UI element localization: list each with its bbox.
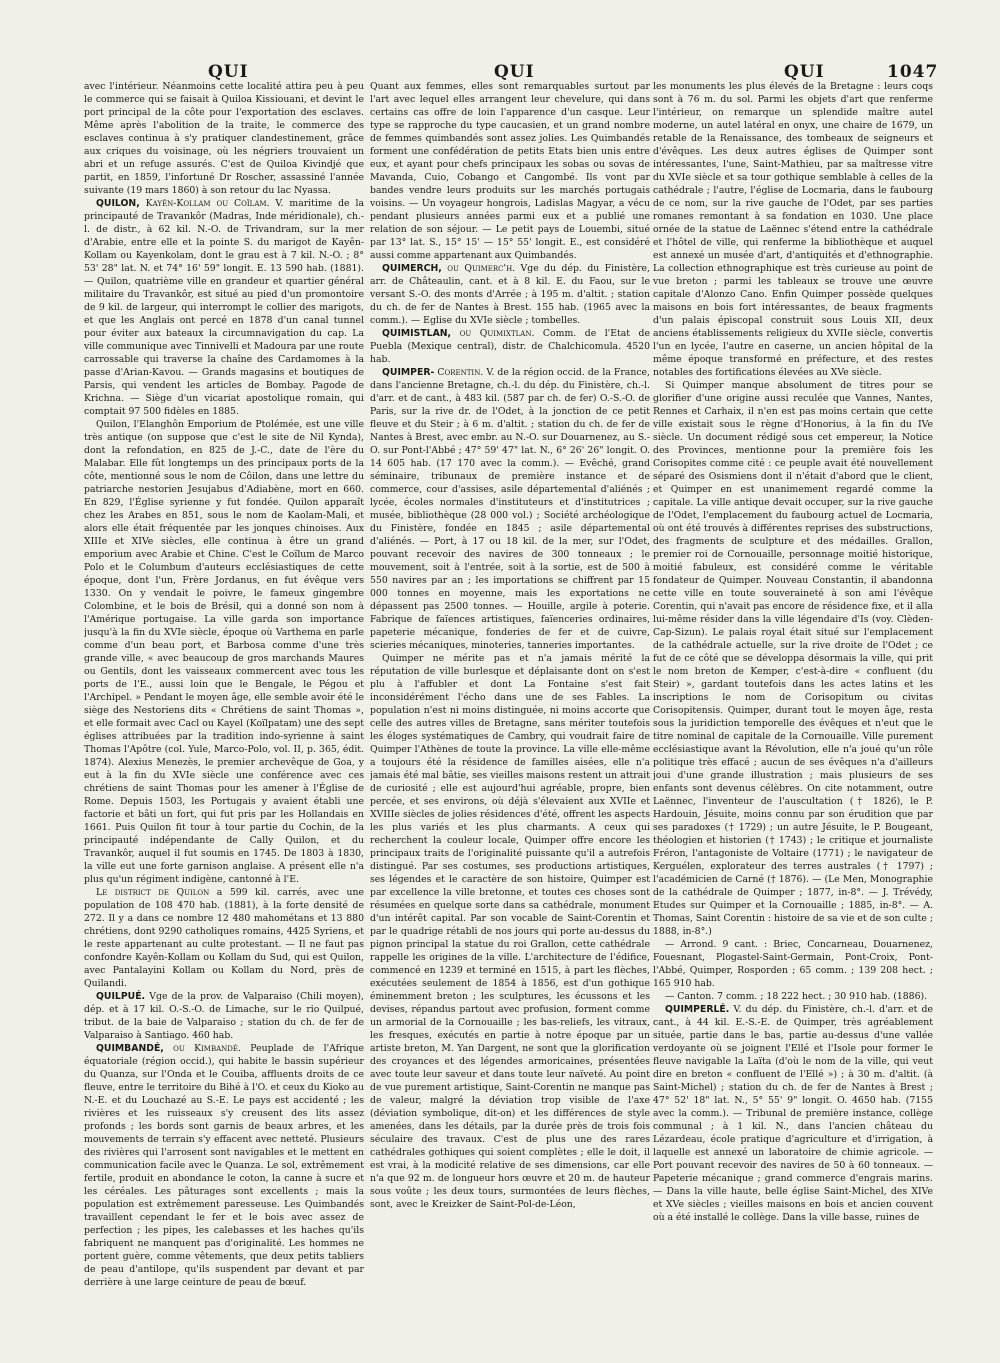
text-column-2 <box>370 80 650 1350</box>
page-number: 1047 <box>887 62 939 82</box>
entry-text: — Canton. 7 comm. ; 18 222 hect. ; 30 910 hab. (1886). <box>665 991 928 1002</box>
entry-paragraph <box>370 652 650 1211</box>
text-column-3 <box>653 80 933 1350</box>
dictionary-entry <box>84 197 364 418</box>
running-head-right: QUI <box>784 62 825 82</box>
dictionary-entry <box>84 990 364 1042</box>
entry-variant: Le district de Quilon <box>96 887 210 898</box>
entry-paragraph <box>653 990 933 1003</box>
dictionary-entry <box>653 1003 933 1224</box>
entry-paragraph <box>653 938 933 990</box>
entry-text: Peuplade de l'Afrique équatoriale (région occid.), qui habite le bassin supérieur du Quanza, sur l'Onda et le Couiba, affluents droits de ce fleuve, entre le territoire du Bihé à l'O. et ceux du Kioko au N.-E. et du Louchazé au S.-E. Le pays est accidenté ; les rivières et les ruisseaux s'y creusent des lits assez profonds ; les bords sont garnis de beaux arbres, et les mouvements de terrain s'y effacent avec netteté. Plusieurs des rivières qui l'arrosent sont navigables et le mettent en communication facile avec le Quanza. Le sol, extrêmement fertile, produit en abondance le coton, la canne à sucre et les céréales. Les pâturages sont excellents ; mais la population est extrêmement paresseuse. Les Quimbandés travaillent cependant le fer et le bois avec assez de perfection ; les pipes, les calebasses et les haches qu'ils fabriquent ne manquent pas d'originalité. Les hommes ne portent guère, comme vêtements, que deux petits tabliers de peau d'antilope, qu'ils suspendent par devant et par derrière à une large ceinture de peau de bœuf. <box>84 1043 364 1288</box>
entry-headword: QUIMERCH, <box>382 263 442 274</box>
entry-text: Vge de la prov. de Valparaiso (Chili moyen), dép. et à 17 kil. O.-S.-O. de Limache, sur le rio Quilpué, tribut. de la baie de Valparaiso ; station du ch. de fer de Valparaiso à Santiago. 460 hab. <box>84 991 364 1041</box>
running-head-left: QUI <box>208 62 249 82</box>
entry-variant: Corentin. <box>437 367 484 378</box>
entry-text: Quilon, l'Elanghôn Emporium de Ptolémée, est une ville très antique (on suppose que c'est le site de Nil Kynda), dont la refondation, en 825 de J.-C., date de l'ère du Malabar. Elle fût longtemps un des principaux ports de la côte, mentionné sous le nom de Côilon, dans une lettre du patriarche nestorien Jesujabus d'Adiabène, mort en 660. En 829, l'Église syrienne y fut fondée. Quilon apparaît chez les Arabes en 851, sous le nom de Kaolam-Mali, et alors elle était fréquentée par les jonques chinoises. Aux XIIIe et XIVe siècles, elle continua à être un grand emporium avec Arabie et Chine. C'est le Coïlum de Marco Polo et le Columbum d'auteurs ecclésiastiques de cette époque, dont l'un, Frère Jordanus, en fut évêque vers 1330. On y vendait le poivre, le fameux gingembre Colombine, et le bois de Brésil, qui a donné son nom à l'Amérique portugaise. La ville garda son importance jusqu'à la fin du XVIe siècle, époque où Varthema en parle comme d'un beau port, et Barbosa comme d'une très grande ville, « avec beaucoup de gros marchands Maures ou Gentils, dont les vaisseaux commercent avec tous les ports de l'E., aussi loin que le Bengale, le Pégou et l'Archipel. » Pendant le moyen âge, elle semble avoir été le siège des Nestoriens dits « Chrétiens de saint Thomas », et elle formait avec Cacl ou Kayel (Koïlpatam) une des sept églises attribuées par la tradition indo-syrienne à saint Thomas l'Apôtre (col. Yule, Marco-Polo, vol. II, p. 365, édit. 1874). Alexius Menezès, le premier archevêque de Goa, y eut à la fin du XVIe siècle une conférence avec ces chrétiens de saint Thomas pour les amener à l'Église de Rome. Depuis 1503, les Portugais y avaient établi une factorie et bâti un fort, qui fut pris par les Hollandais en 1661. Puis Quilon fit tour à tour partie du Cochin, de la principauté indépendante de Cally Quilon, et du Travankôr, auquel il fut soumis en 1745. De 1803 à 1830, la ville eut une forte garnison anglaise. A présent elle n'a plus qu'un régiment indigène, cantonné à l'E. <box>84 419 364 885</box>
entry-variant: Kayên-Kollam ou Coïlam. <box>145 198 270 209</box>
entry-text: — Arrond. 9 cant. : Briec, Concarneau, Douarnenez, Fouesnant, Plogastel-Saint-Germain, Pont-Croix, Pont-l'Abbé, Quimper, Rosporden ; 65 comm. ; 139 208 hect. ; 165 910 hab. <box>653 939 933 989</box>
entry-text: Quimper ne mérite pas et n'a jamais mérité la réputation de ville burlesque et déplaisante dont on s'est plu à l'affubler et dont La Fontaine s'est fait inconsidérément l'écho dans une de ses Fables. La population n'est ni moins distinguée, ni moins accorte que celle des autres villes de Bretagne, sans mériter toutefois les éloges systématiques de Cambry, qui voudrait faire de Quimper l'Athènes de toute la province. La ville elle-même a toujours été la résidence de familles aisées, elle n'a jamais été mal bâtie, ses vieilles maisons restent un attrait de curiosité ; elle est aujourd'hui agréable, propre, bien percée, et ses environs, où déjà s'élevaient aux XVIIe et XVIIIe siècles de jolies résidences d'été, offrent les aspects les plus variés et les plus charmants. A ceux qui recherchent la couleur locale, Quimper offre encore les principaux traits de l'originalité puissante qu'il a autrefois distingué. Par ses costumes, ses productions artistiques, ses légendes et le caractère de son histoire, Quimper est par excellence la ville bretonne, et toutes ces choses sont résumées en quelque sorte dans sa cathédrale, monument d'un intérêt capital. Par son vocable de Saint-Corentin et par le quadrige rétabli de nos jours qui porte au-dessus du pignon principal la statue du roi Grallon, cette cathédrale rappelle les origines de la ville. L'architecture de l'édifice, commencé en 1239 et terminé en 1515, à part les flèches, exécutées seulement de 1854 à 1856, est d'un gothique éminemment breton ; les sculptures, les écussons et les devises, répandus partout avec profusion, forment comme un armorial de la Cornouaille ; les bas-reliefs, les vitraux, les fresques, exécutés en partie à notre époque par un artiste breton, M. Yan Dargent, ne sont que la glorification des croyances et des légendes armoricaines, présentées avec toute leur saveur et dans toute leur naïveté. Au point de vue purement artistique, Saint-Corentin ne manque pas de valeur, malgré la déviation trop visible de l'axe (déviation symbolique, dit-on) et les différences de style amenées, dans les détails, par la durée près de trois fois séculaire des travaux. C'est de plus une des rares cathédrales gothiques qui soient complètes ; elle le doit, il est vrai, à la modicité relative de ses dimensions, car elle n'a que 92 m. de longueur hors œuvre et 20 m. de hauteur sous voûte ; les deux tours, surmontées de leurs flèches, sont, avec le Kreizker de Saint-Pol-de-Léon, <box>370 653 650 1210</box>
entry-headword: QUIMISTLAN, <box>382 328 452 339</box>
entry-paragraph <box>84 886 364 990</box>
entry-headword: QUILPUÉ. <box>96 991 146 1002</box>
entry-text: V. de la région occid. de la France, dans l'ancienne Bretagne, ch.-l. du dép. du Finistère, ch.-l. d'arr. et de cant., à 483 kil. (587 par ch. de fer) O.-S.-O. de Paris, sur la rive dr. de l'Odet, à la jonction de ce petit fleuve et du Steir ; à 6 m. d'altit. ; station du ch. de fer de Nantes à Brest, avec embr. au N.-O. sur Douarnenez, au S.-O. sur Pont-l'Abbé ; 47° 59' 47" lat. N., 6° 26' 26" longit. O. 14 605 hab. (17 170 avec la comm.). — Evêché, grand séminaire, tribunaux de première instance et de commerce, cour d'assises, asile départemental d'aliénés ; lycée, écoles normales d'instituteurs et d'institutrices ; musée, bibliothèque (28 000 vol.) ; Société archéologique du Finistère, fondée en 1845 ; asile départemental d'aliénés. — Port, à 17 ou 18 kil. de la mer, sur l'Odet, pouvant recevoir des navires de 300 tonneaux ; le mouvement, soit à l'entrée, soit à la sortie, est de 500 à 550 navires par an ; les importations se chiffrent par 15 000 tonnes en moyenne, mais les exportations ne dépassent pas 2500 tonnes. — Houille, argile à poterie. Fabrique de faïences artistiques, faïenceries ordinaires, papeterie mécanique, fonderies de fer et de cuivre, scieries mécaniques, minoteries, tanneries importantes. <box>370 367 650 651</box>
entry-paragraph <box>653 379 933 938</box>
entry-text: V. du dép. du Finistère, ch.-l. d'arr. et de cant., à 44 kil. E.-S.-E. de Quimper, très agréablement située, partie dans le bas, partie au-dessus d'une vallée verdoyante où se joignent l'Ellé et l'Isole pour former le fleuve navigable la Laïta (d'où le nom de la ville, qui veut dire en breton « confluent de l'Ellé ») ; à 30 m. d'altit. (à Saint-Michel) ; station du ch. de fer de Nantes à Brest ; 47° 52' 18" lat. N., 5° 55' 9" longit. O. 4650 hab. (7155 avec la comm.). — Tribunal de première instance, collège communal ; à 1 kil. N., dans l'ancien château du Lézardeau, école pratique d'agriculture et d'irrigation, à laquelle est annexé un laboratoire de chimie agricole. — Port pouvant recevoir des navires de 50 à 60 tonneaux. — Papeterie mécanique ; grand commerce d'engrais marins. — Dans la ville haute, belle église Saint-Michel, des XIVe et XVe siècles ; vieilles maisons en bois et ancien couvent où a été installé le collège. Dans la ville basse, ruines de <box>653 1004 933 1223</box>
entry-headword: QUILON, <box>96 198 140 209</box>
entry-text: Vge du dép. du Finistère, arr. de Châteaulin, cant. et à 8 kil. E. du Faou, sur le versant S.-O. des monts d'Arrée ; à 195 m. d'altit. ; station du ch. de fer de Nantes à Brest. 155 hab. (1965 avec la comm.). — Eglise du XVIe siècle ; tombelles. <box>370 263 650 326</box>
entry-variant: ou Quimerc'h. <box>447 263 516 274</box>
entry-text: a 599 kil. carrés, avec une population de 108 470 hab. (1881), à la forte densité de 272. Il y a dans ce nombre 12 480 mahométans et 13 880 chrétiens, dont 9290 catholiques romains, 4425 Syriens, et le reste appartenant au culte protestant. — Il ne faut pas confondre Kayên-Kollam ou Kollam du Sud, qui est Quilon, avec Pantalayini Kollam ou Kollam du Nord, près de Quilandi. <box>84 887 364 989</box>
entry-text: avec l'intérieur. Néanmoins cette localité attira peu à peu le commerce qui se faisait à Quiloa Kissiouani, et devint le port principal de la côte pour l'exportation des esclaves. Même après l'abolition de la traite, le commerce des esclaves continua à s'y pratiquer clandestinement, grâce aux criques du voisinage, où les négriers trouvaient un abri et un refuge assurés. C'est de Quiloa Kivindjé que partit, en 1859, l'infortuné Dr Roscher, assassiné l'année suivante (19 mars 1860) à son retour du lac Nyassa. <box>84 81 364 196</box>
entry-paragraph <box>370 80 650 262</box>
entry-variant: ou Kimbandé. <box>173 1043 241 1054</box>
entry-text: Comm. de l'Etat de Puebla (Mexique central), distr. de Chalchicomula. 4520 hab. <box>370 328 650 365</box>
entry-paragraph <box>84 418 364 886</box>
entry-text: Quant aux femmes, elles sont remarquables surtout par l'art avec lequel elles arrangent leur chevelure, qui dans certains cas offre de loin l'apparence d'un casque. Leur type se rapproche du type caucasien, et un grand nombre de femmes quimbandés sont assez jolies. Les Quimbandés forment une confédération de petits Etats bien unis entre eux, et ayant pour chefs principaux les sobas ou sovas de Mavanda, Cuio, Cobango et Cangombé. Ils vont par bandes vendre leurs produits sur les marchés portugais voisins. — Un voyageur hongrois, Ladislas Magyar, a vécu pendant plusieurs années parmi eux et a publié une relation de son séjour. — Le petit pays de Louembi, situé par 13° lat. S., 15° 15' — 15° 55' longit. E., est considéré aussi comme appartenant aux Quimbandés. <box>370 81 650 261</box>
entry-text: Si Quimper manque absolument de titres pour se glorifier d'une origine aussi reculée que Vannes, Nantes, Rennes et Carhaix, il n'en est pas moins certain que cette ville existait sous le règne d'Honorius, à la fin du IVe siècle. Un document rédigé sous cet empereur, la Notice des Provinces, mentionne pour la première fois les Corisopites comme cité : ce peuple avait été nouvellement séparé des Osismiens dont il n'était d'abord que le client, et Quimper en est unanimement regardé comme la capitale. La ville antique devait occuper, sur la rive gauche de l'Odet, l'emplacement du faubourg actuel de Locmaria, où ont été trouvés à différentes reprises des substructions, des fragments de sculpture et des médailles. Grallon, premier roi de Cornouaille, personnage moitié historique, moitié fabuleux, est considéré comme le véritable fondateur de Quimper. Nouveau Constantin, il abandonna cette ville en toute souveraineté à son ami l'évêque Corentin, qui n'avait pas encore de résidence fixe, et il alla lui-même résider dans la ville légendaire d'Is (voy. Clèden-Cap-Sizun). Le palais royal était situé sur l'emplacement de la cathédrale actuelle, sur la rive droite de l'Odet ; ce fut de ce côté que se développa désormais la ville, qui prit le nom breton de Kemper, c'est-à-dire « confluent (du Steir) », gardant toutefois dans les actes latins et les inscriptions le nom de Corisopitum ou civitas Corisopitensis. Quimper, durant tout le moyen âge, resta sous la juridiction temporelle des évêques et n'eut que le titre nominal de capitale de la Cornouaille. Ville purement ecclésiastique avant la Révolution, elle n'a joué qu'un rôle politique très effacé ; aucun de ses évêques n'a d'ailleurs joui d'une grande illustration ; mais plusieurs de ses enfants sont devenus célèbres. On cite notamment, outre Laënnec, l'inventeur de l'auscultation († 1826), le P. Hardouin, Jésuite, moins connu par son érudition que par ses paradoxes († 1729) ; un autre Jésuite, le P. Bougeant, théologien et historien († 1743) ; le critique et journaliste Fréron, l'antagoniste de Voltaire (1771) ; le navigateur de Kerguélen, explorateur des terres australes († 1797) ; l'académicien de Carné († 1876). — (Le Men, Monographie de la cathédrale de Quimper ; 1877, in-8°. — J. Trévédy, Etudes sur Quimper et la Cornouaille ; 1885, in-8°. — A. Thomas, Saint Corentin : histoire de sa vie et de son culte ; 1888, in-8°.) <box>653 380 933 937</box>
dictionary-entry <box>370 327 650 366</box>
entry-variant: ou Quimixtlan. <box>459 328 535 339</box>
dictionary-entry <box>370 366 650 652</box>
text-column-1 <box>84 80 364 1350</box>
dictionary-entry <box>370 262 650 327</box>
entry-paragraph <box>84 80 364 197</box>
running-head-middle: QUI <box>494 62 535 82</box>
entry-paragraph <box>653 80 933 379</box>
dictionary-entry <box>84 1042 364 1289</box>
entry-text: les monuments les plus élevés de la Bretagne : leurs coqs sont à 76 m. du sol. Parmi les objets d'art que renferme l'intérieur, on remarque un splendide maître autel moderne, un autel latéral en onyx, une chaire de 1679, un retable de la Renaissance, des tombeaux de seigneurs et d'évêques. Les deux autres églises de Quimper sont intéressantes, l'une, Saint-Mathieu, par sa maîtresse vitre du XVIe siècle et sa tour gothique semblable à celles de la cathédrale ; l'autre, l'église de Locmaria, dans le faubourg de ce nom, sur la rive gauche de l'Odet, par ses parties romanes remontant à sa fondation en 1030. Une place ornée de la statue de Laënnec s'étend entre la cathédrale et l'hôtel de ville, qui renferme la bibliothèque et auquel est annexé un musée d'art, d'antiquités et d'ethnographie. La collection ethnographique est très curieuse au point de vue breton ; parmi les tableaux se trouve une œuvre capitale d'Alonzo Cano. Enfin Quimper possède quelques maisons en bois fort intéressantes, de beaux fragments d'un palais épiscopal construit sous Louis XII, deux anciens établissements religieux du XVIIe siècle, convertis l'un en lycée, l'autre en caserne, un ancien hôpital de la même époque transformé en préfecture, et des restes notables des fortifications élevées au XVe siècle. <box>653 81 933 378</box>
entry-headword: QUIMPERLÉ. <box>665 1004 730 1015</box>
entry-text: V. maritime de la principauté de Travankôr (Madras, Inde méridionale), ch.-l. de distr., à 62 kil. N.-O. de Trivandram, sur la mer d'Arabie, entre elle et la pointe S. du marigot de Kayên-Kollam ou Kayenkolam, dont le grau est à 7 kil. N.-O. ; 8° 53' 28" lat. N. et 74° 16' 59" longit. E. 13 590 hab. (1881). — Quilon, quatrième ville en grandeur et quartier général militaire du Travankôr, est situé au pied d'un promontoire de 9 kil. de largeur, qui interrompt le collier des marigots, et que les Anglais ont percé en 1878 d'un canal tunnel pour éviter aux bateaux la circumnavigation du cap. La ville communique avec Tinnivelli et Madoura par une route carrossable qui traverse la chaîne des Cardamomes à la passe d'Arian-Kavou. — Grands magasins et boutiques de Parsis, qui vendent les articles de Bombay. Pagode de Krichna. — Siège d'un vicariat apostolique romain, qui comptait 97 500 fidèles en 1885. <box>84 198 364 417</box>
entry-headword: QUIMPER- <box>382 367 435 378</box>
entry-headword: QUIMBANDÉ, <box>96 1043 164 1054</box>
